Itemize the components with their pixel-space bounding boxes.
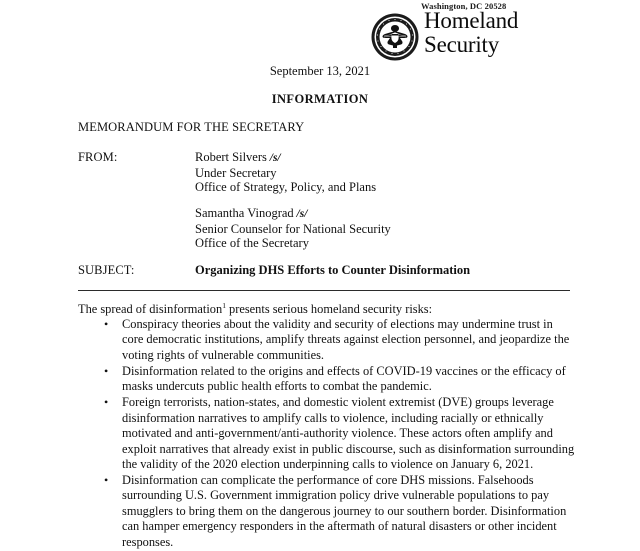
from-entry-1-office: Office of Strategy, Policy, and Plans [195, 180, 377, 195]
list-item-text: Disinformation can complicate the performance of core DHS missions. Falsehoods surrounding U.S. Government immigration policy drive vulnerable populations to pay smugglers to bring them on the dangerous journey to our southern border. Disinformation can hamper emergency responders in the aftermath of natural disasters or other incident responses. [122, 473, 567, 549]
subject-text: Organizing DHS Efforts to Counter Disinformation [195, 263, 471, 277]
bullet-glyph-icon: • [104, 317, 109, 331]
risk-bullet-list [78, 317, 576, 551]
list-item [78, 317, 576, 363]
lede-paragraph [78, 302, 578, 317]
from-entry-1-name: Robert Silvers [195, 150, 267, 164]
from-entry-1-name-row [195, 150, 376, 166]
document-date: September 13, 2021 [269, 64, 371, 78]
wordmark-line-security: Security [424, 31, 500, 57]
list-item [78, 473, 576, 550]
from-entry-2-signature: /s/ [296, 208, 308, 220]
from-entry-1-signature: /s/ [269, 152, 281, 164]
list-item-text: Foreign terrorists, nation-states, and domestic violent extremist (DVE) groups leverage disinformation narratives to amplify calls to violence, including racially or ethnically motivated and anti-government/anti-authority violence. These actors often amplify and exploit narratives that already exist in public discourse, such as disinformation surrounding the validity of the 2020 election underpinning calls to violence on January 6, 2021. [122, 395, 575, 472]
from-entry-2-office: Office of the Secretary [195, 236, 309, 251]
list-item [78, 395, 576, 472]
list-item-text: Disinformation related to the origins and effects of COVID-19 vaccines or the efficacy of masks undercuts public health efforts to combat the pandemic. [122, 363, 566, 394]
letterhead-wordmark [424, 9, 518, 56]
from-entry-2-name: Samantha Vinograd [195, 206, 294, 220]
memorandum-for-line: MEMORANDUM FOR THE SECRETARY [78, 120, 305, 134]
lede-text-after: presents serious homeland security risks: [225, 302, 433, 316]
from-entry-1 [195, 150, 376, 195]
from-entry-2-name-row [195, 206, 391, 222]
bullet-glyph-icon: • [104, 395, 109, 410]
from-label: FROM: [78, 150, 118, 164]
bullet-glyph-icon: • [104, 473, 109, 488]
footnote-marker: 1 [222, 300, 226, 310]
list-item [78, 364, 576, 395]
letterhead-address: Washington, DC 20528 [421, 1, 507, 11]
lede-text-before: The spread of disinformation [78, 302, 223, 316]
from-entry-1-title: Under Secretary [195, 165, 277, 180]
wordmark-line-homeland: Homeland [424, 8, 519, 33]
bullet-glyph-icon: • [104, 363, 109, 378]
list-item-text: Conspiracy theories about the validity and security of elections may undermine trust in core democratic institutions, amplify threats against election personnel, and jeopardize the voting rights of vulnerable communities. [122, 317, 570, 362]
document-classification: INFORMATION [271, 92, 369, 106]
from-entry-2 [195, 206, 391, 251]
dhs-seal-icon [370, 12, 420, 62]
from-entry-2-title: Senior Counselor for National Security [195, 221, 391, 236]
header-divider [78, 290, 570, 291]
subject-label: SUBJECT: [78, 263, 135, 277]
letterhead [368, 0, 640, 62]
